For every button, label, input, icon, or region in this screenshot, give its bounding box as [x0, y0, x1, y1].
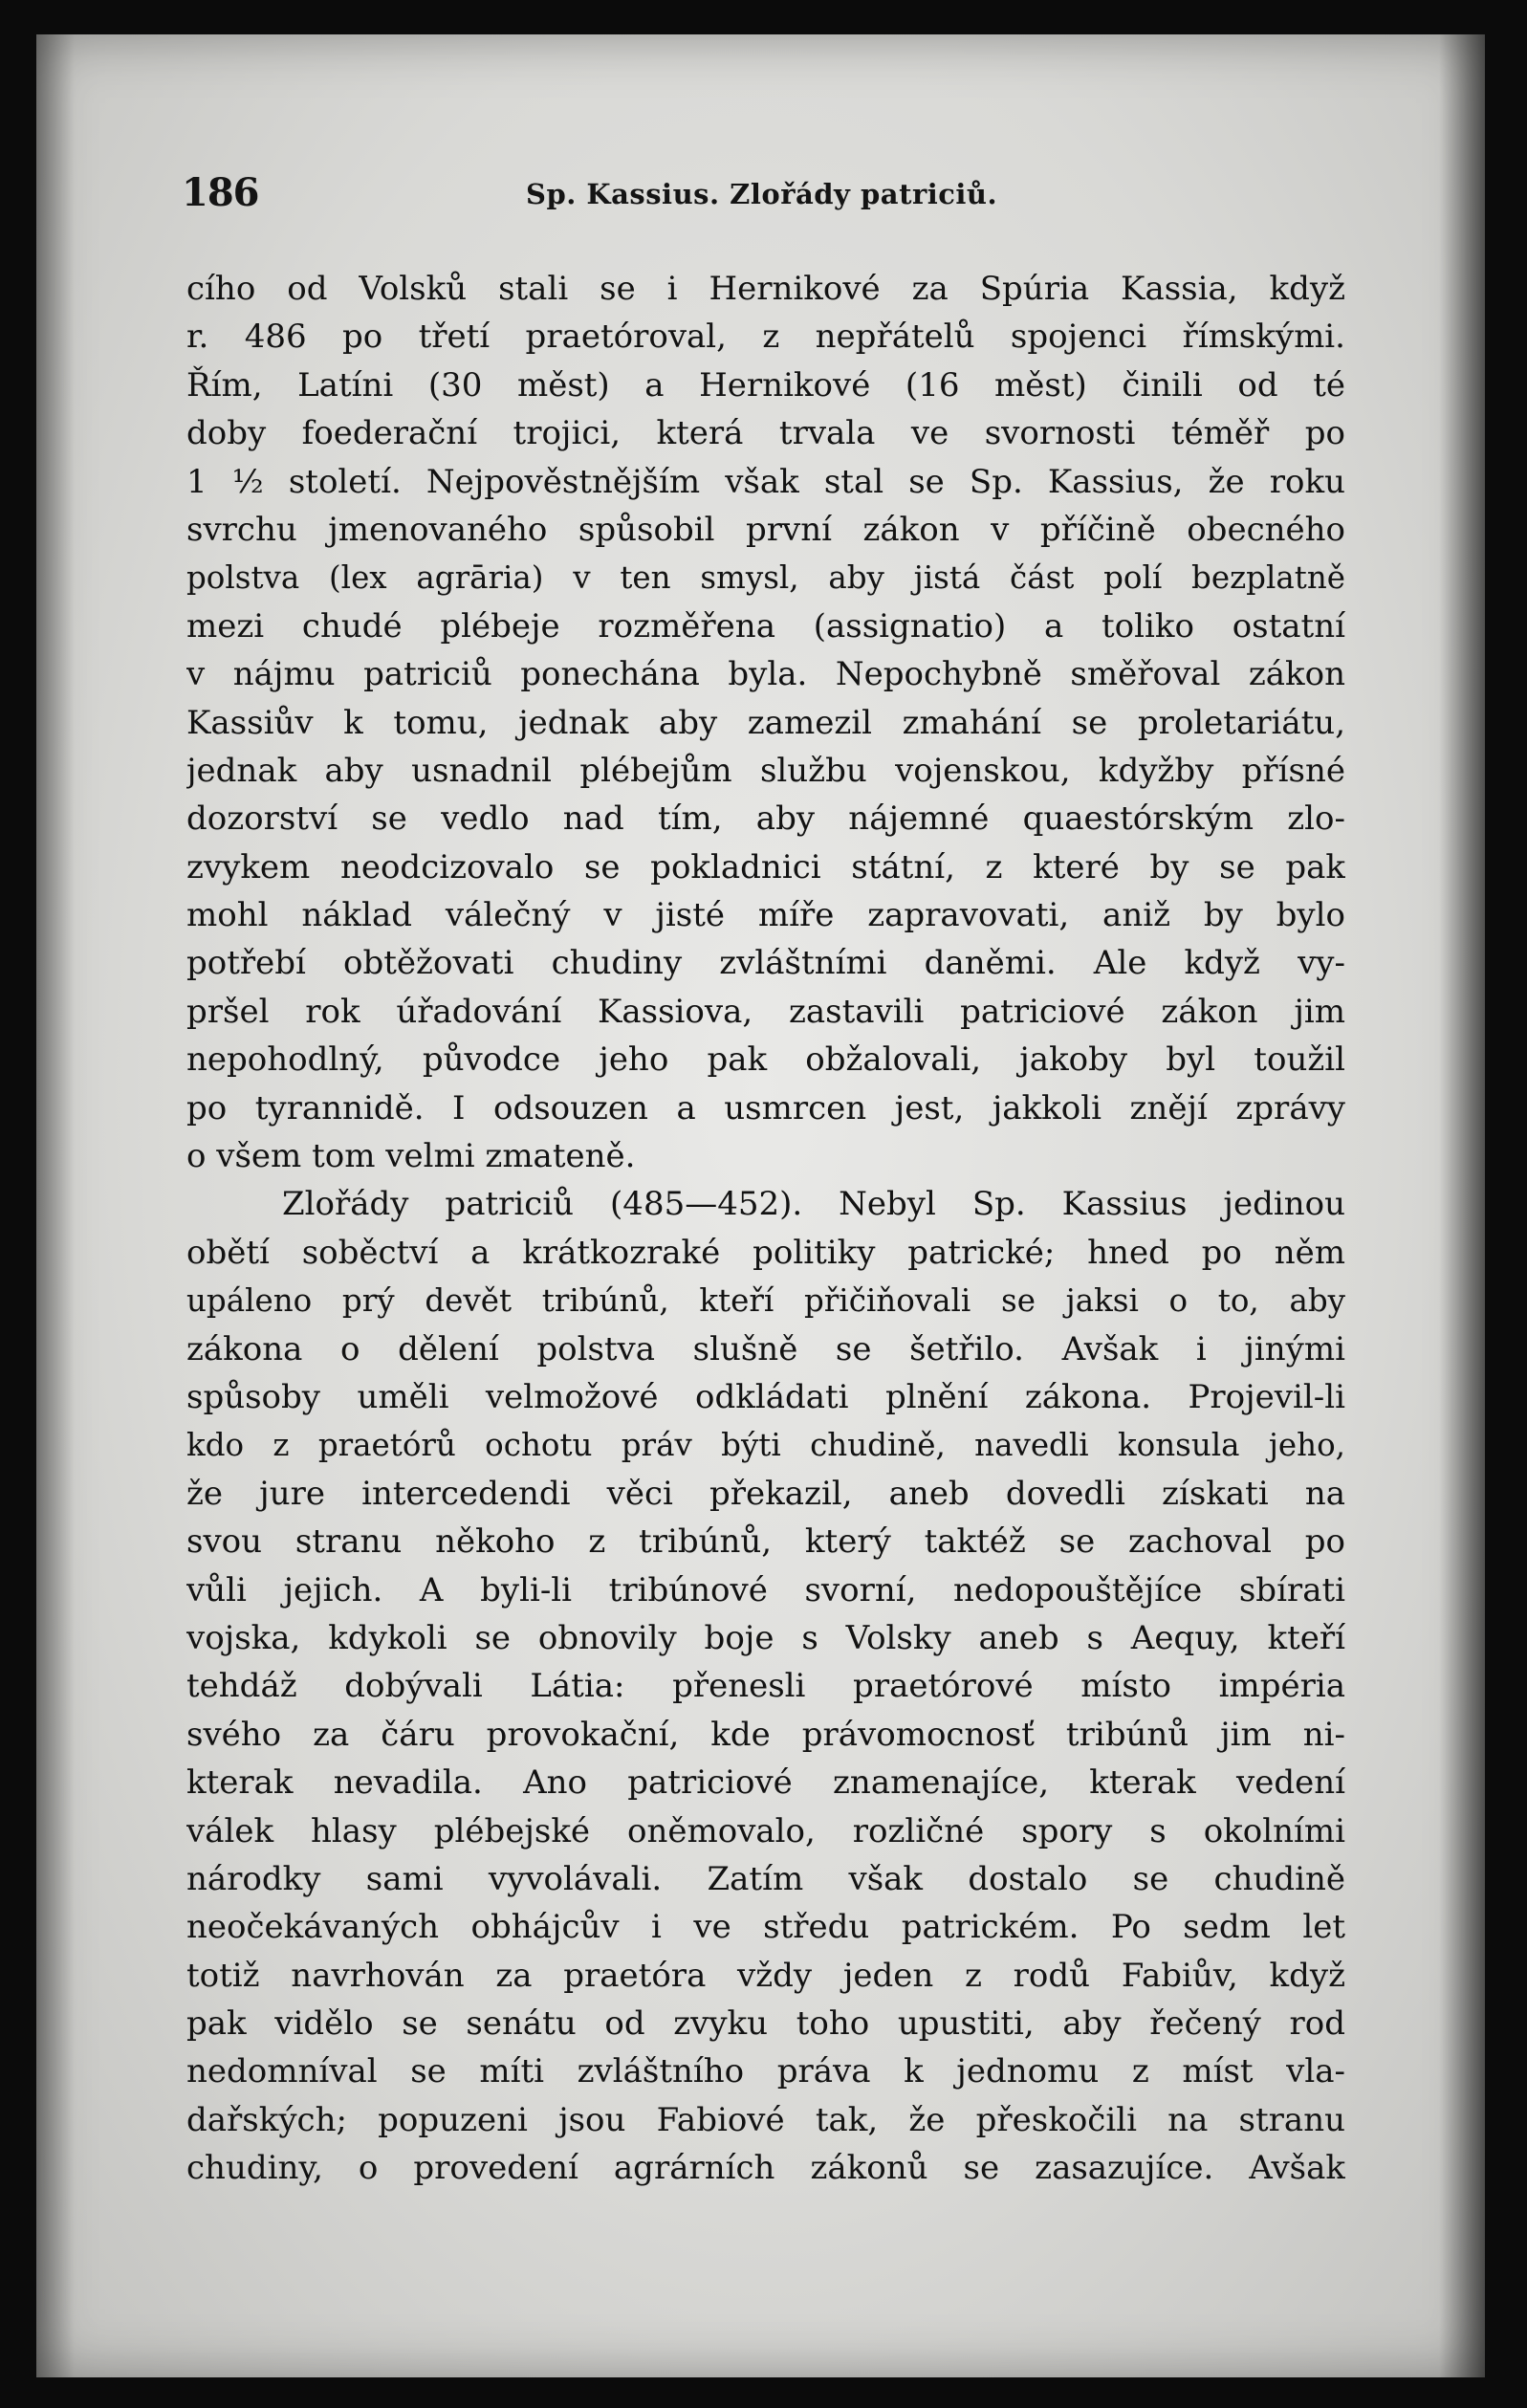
text-line: r. 486 po třetí praetóroval, z nepřátelů spojenci římskými.	[186, 317, 1345, 357]
text-line: mezi chudé plébeje rozměřena (assignatio) a toliko ostatní	[186, 606, 1345, 646]
text-line: svého za čáru provokační, kde právomocnosť tribúnů jim ni-	[186, 1715, 1345, 1754]
text-line: upáleno prý devět tribúnů, kteří přičiňovali se jaksi o to, aby	[186, 1282, 1345, 1320]
text-line: vojska, kdykoli se obnovily boje s Volsky aneb s Aequy, kteří	[186, 1618, 1345, 1657]
text-line: 1 ½ století. Nejpověstnějším však stal se Sp. Kassius, že roku	[186, 462, 1345, 501]
text-line: vůli jejich. A byli-li tribúnové svorní, nedopouštějíce sbírati	[186, 1570, 1345, 1609]
text-line: válek hlasy plébejské oněmovalo, rozličné spory s okolními	[186, 1811, 1345, 1850]
text-line: po tyrannidě. I odsouzen a usmrcen jest, jakkoli znějí zprávy	[186, 1088, 1345, 1127]
page-number: 186	[182, 170, 259, 215]
text-line: kterak nevadila. Ano patriciové znamenajíce, kterak vedení	[186, 1763, 1345, 1803]
text-line: jednak aby usnadnil plébejům službu vojenskou, kdyžby přísné	[186, 751, 1345, 790]
section-heading-line: Zlořády patriciů (485—452). Nebyl Sp. Kassius jedinou	[282, 1185, 1345, 1224]
text-line: národky sami vyvolávali. Zatím však dostalo se chudině	[186, 1859, 1345, 1898]
page-right-edge-shadow	[1439, 34, 1485, 2377]
text-line: Řím, Latíni (30 měst) a Hernikové (16 měst) činili od té	[186, 365, 1345, 405]
text-line: svou stranu někoho z tribúnů, který taktéž se zachoval po	[186, 1522, 1345, 1562]
text-line: v nájmu patriciů ponechána byla. Nepochybně směřoval zákon	[186, 655, 1345, 694]
text-line: zákona o dělení polstva slušně se šetřilo. Avšak i jinými	[186, 1329, 1345, 1368]
text-line: pršel rok úřadování Kassiova, zastavili patriciové zákon jim	[186, 992, 1345, 1031]
running-head	[182, 170, 1329, 224]
text-line: potřebí obtěžovati chudiny zvláštními daněmi. Ale když vy-	[186, 944, 1345, 983]
text-line: tehdáž dobývali Látia: přenesli praetórové místo impéria	[186, 1667, 1345, 1706]
text-line: chudiny, o provedení agrárních zákonů se zasazujíce. Avšak	[186, 2149, 1345, 2188]
text-line: neočekávaných obhájcův i ve středu patrickém. Po sedm let	[186, 1908, 1345, 1947]
running-head-title: Sp. Kassius. Zlořády patriciů.	[526, 178, 998, 210]
page-left-edge-shadow	[36, 34, 75, 2377]
text-line: Kassiův k tomu, jednak aby zamezil zmahání se proletariátu,	[186, 703, 1345, 742]
text-line: doby foederační trojici, která trvala ve svornosti téměř po	[186, 414, 1345, 453]
text-line: nepohodlný, původce jeho pak obžalovali, jakoby byl toužil	[186, 1040, 1345, 1080]
text-line: mohl náklad válečný v jisté míře zapravovati, aniž by bylo	[186, 896, 1345, 935]
text-line: nedomníval se míti zvláštního práva k jednomu z míst vla-	[186, 2052, 1345, 2091]
text-line: o všem tom velmi zmateně.	[186, 1137, 636, 1176]
text-line: dařských; popuzeni jsou Fabiové tak, že přeskočili na stranu	[186, 2100, 1345, 2139]
text-line: polstva (lex agrāria) v ten smysl, aby jistá část polí bezplatně	[186, 559, 1345, 597]
text-line: kdo z praetórů ochotu práv býti chudině, navedli konsula jeho,	[186, 1427, 1345, 1464]
text-line: pak vidělo se senátu od zvyku toho upustiti, aby řečený rod	[186, 2004, 1345, 2044]
text-line: cího od Volsků stali se i Hernikové za Spúria Kassia, když	[186, 270, 1345, 308]
text-line: dozorství se vedlo nad tím, aby nájemné quaestórským zlo-	[186, 799, 1345, 839]
body-text	[186, 265, 1345, 2193]
text-line: zvykem neodcizovalo se pokladnici státní, z které by se pak	[186, 847, 1345, 887]
text-line: svrchu jmenovaného spůsobil první zákon v příčině obecného	[186, 510, 1345, 549]
text-line: totiž navrhován za praetóra vždy jeden z rodů Fabiův, když	[186, 1956, 1345, 1995]
text-line: že jure intercedendi věci překazil, aneb dovedli získati na	[186, 1474, 1345, 1513]
text-line: spůsoby uměli velmožové odkládati plnění zákona. Projevil-li	[186, 1377, 1345, 1416]
text-line: obětí soběctví a krátkozraké politiky patrické; hned po něm	[186, 1233, 1345, 1272]
